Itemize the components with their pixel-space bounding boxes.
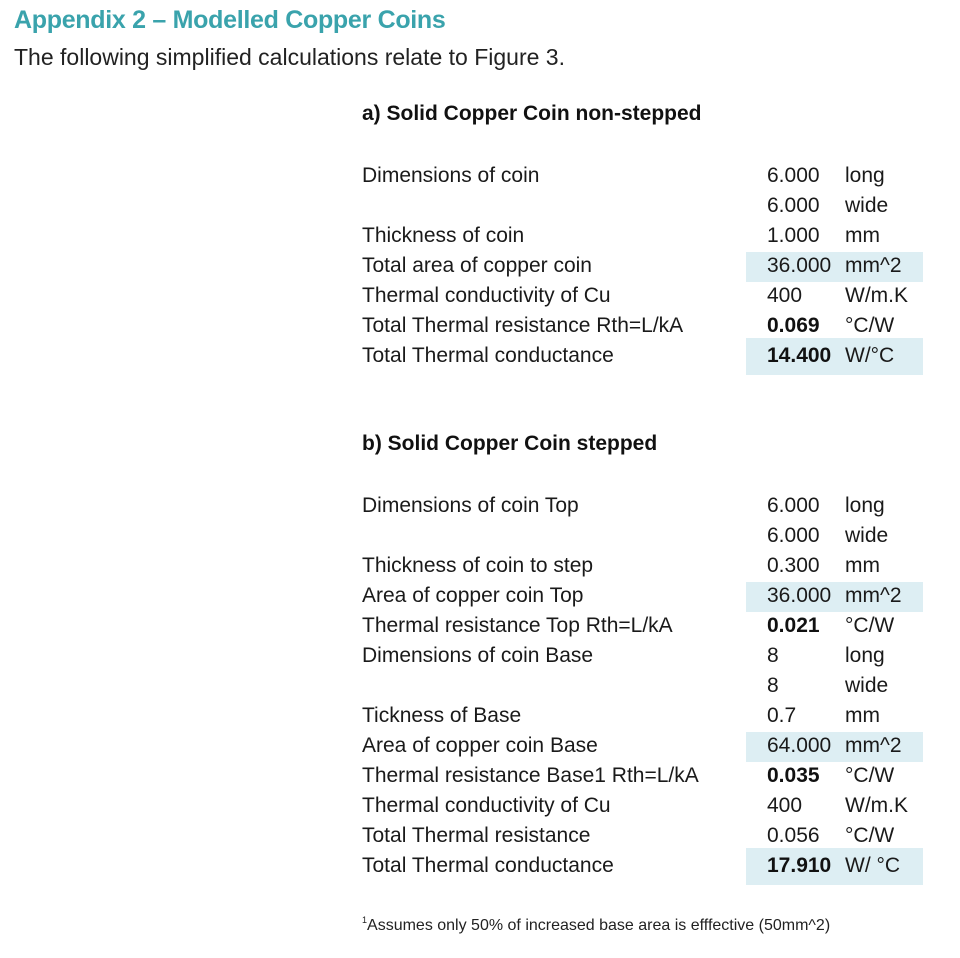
table-row [0,792,960,822]
row-label: Thickness of coin [362,224,525,247]
row-value: 0.069 [767,314,820,337]
row-unit: mm [845,554,880,577]
table-row [0,162,960,192]
row-unit: long [845,164,885,187]
page-subtitle: The following simplified calculations relate to Figure 3. [14,44,565,70]
row-label: Area of copper coin Top [362,584,584,607]
row-unit: wide [845,194,889,217]
table-row [0,612,960,642]
table-row [0,732,960,762]
row-unit: °C/W [845,764,895,787]
table-row [0,222,960,252]
row-unit: mm [845,224,880,247]
row-value: 17.910 [767,854,832,877]
row-value: 0.300 [767,554,820,577]
footnote [362,917,830,935]
section-a-title: a) Solid Copper Coin non-stepped [362,102,702,125]
row-label: Total Thermal conductance [362,344,614,367]
row-unit: wide [845,674,889,697]
row-unit: long [845,644,885,667]
row-unit: W/m.K [845,284,908,307]
table-row [0,192,960,222]
row-unit: °C/W [845,314,895,337]
row-label: Area of copper coin Base [362,734,598,757]
row-value: 64.000 [767,734,832,757]
row-unit: mm^2 [845,734,902,757]
row-value: 400 [767,794,803,817]
row-label: Total area of copper coin [362,254,592,277]
table-row [0,282,960,312]
table-row [0,702,960,732]
table-row [0,852,960,882]
row-unit: °C/W [845,824,895,847]
row-label: Dimensions of coin [362,164,540,187]
row-unit: W/m.K [845,794,908,817]
row-label: Dimensions of coin Top [362,494,579,517]
row-label: Thickness of coin to step [362,554,594,577]
table-row [0,522,960,552]
row-unit: mm [845,704,880,727]
table-row [0,672,960,702]
table-row [0,762,960,792]
row-value: 14.400 [767,344,832,367]
row-value: 6.000 [767,164,820,187]
row-unit: W/°C [845,344,895,367]
footnote-marker: 1 [362,915,368,925]
row-value: 8 [767,644,779,667]
row-value: 0.7 [767,704,797,727]
table-row [0,342,960,372]
row-value: 1.000 [767,224,820,247]
row-unit: wide [845,524,889,547]
row-label: Total Thermal resistance [362,824,591,847]
row-label: Dimensions of coin Base [362,644,594,667]
row-label: Total Thermal resistance Rth=L/kA [362,314,684,337]
row-unit: °C/W [845,614,895,637]
table-row [0,252,960,282]
row-label: Tickness of Base [362,704,522,727]
row-label: Thermal resistance Top Rth=L/kA [362,614,673,637]
row-value: 0.035 [767,764,820,787]
row-unit: long [845,494,885,517]
row-label: Total Thermal conductance [362,854,614,877]
row-label: Thermal resistance Base1 Rth=L/kA [362,764,699,787]
row-unit: W/ °C [845,854,901,877]
row-value: 6.000 [767,524,820,547]
section-b-title: b) Solid Copper Coin stepped [362,432,658,455]
row-value: 6.000 [767,494,820,517]
row-value: 0.021 [767,614,820,637]
row-value: 0.056 [767,824,820,847]
row-unit: mm^2 [845,254,902,277]
footnote-text: Assumes only 50% of increased base area is efffective (50mm^2) [367,917,831,934]
row-value: 400 [767,284,803,307]
table-row [0,642,960,672]
row-value: 6.000 [767,194,820,217]
row-value: 36.000 [767,254,832,277]
table-row [0,492,960,522]
page-title: Appendix 2 – Modelled Copper Coins [14,6,446,34]
row-value: 36.000 [767,584,832,607]
table-row [0,582,960,612]
table-row [0,552,960,582]
row-label: Thermal conductivity of Cu [362,794,611,817]
row-unit: mm^2 [845,584,902,607]
row-value: 8 [767,674,779,697]
row-label: Thermal conductivity of Cu [362,284,611,307]
